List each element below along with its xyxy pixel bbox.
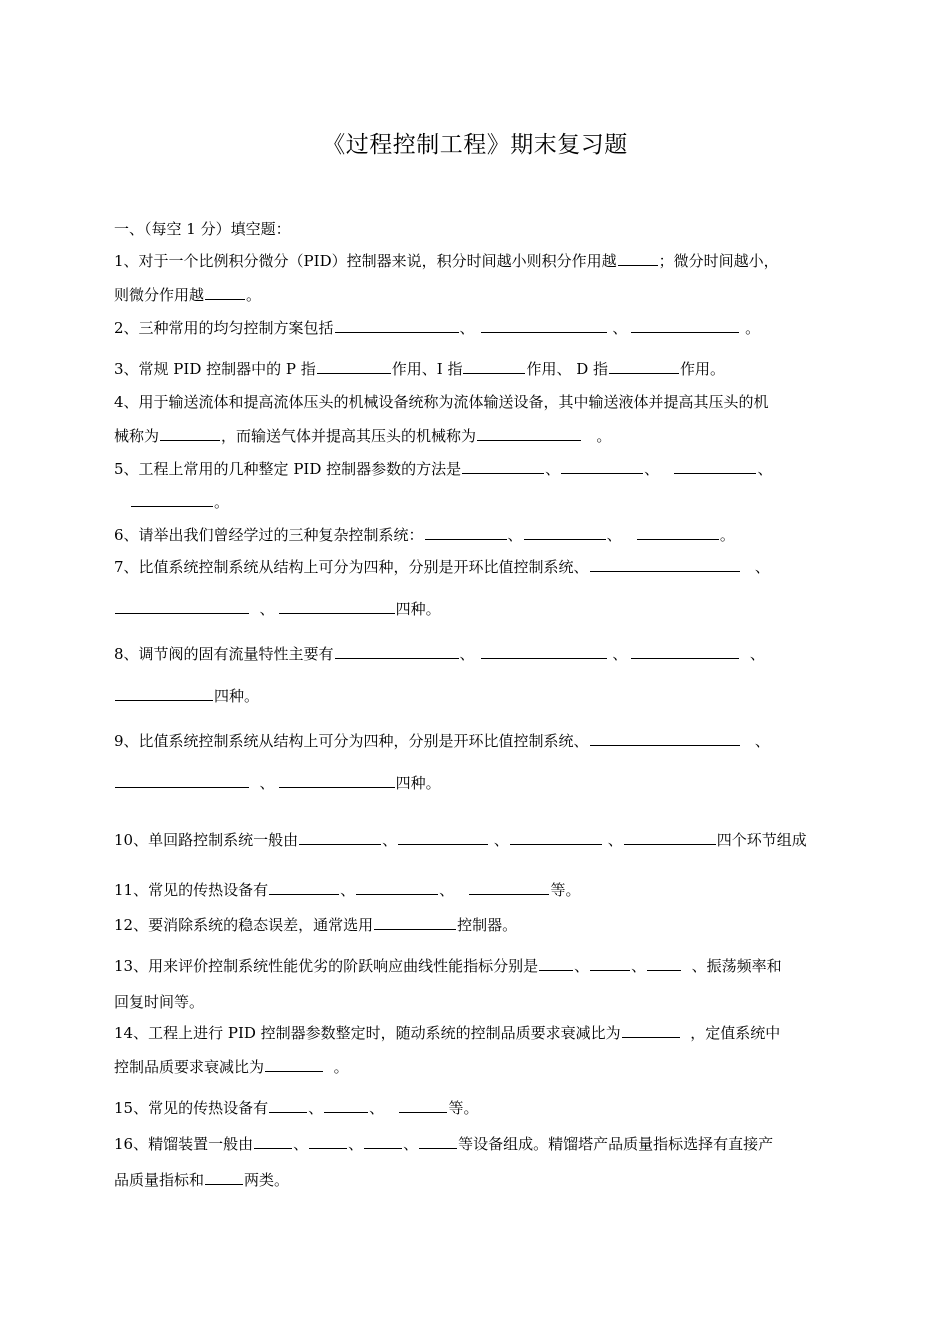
answer-blank[interactable] — [419, 1134, 457, 1149]
answer-blank[interactable] — [205, 1170, 243, 1185]
answer-blank[interactable] — [631, 318, 739, 333]
answer-blank[interactable] — [463, 359, 525, 374]
question-10: 10、单回路控制系统一般由 、 、 、 四个环节组成 — [114, 831, 807, 849]
question-16-line-1: 16、精馏装置一般由 、 、 、 等设备组成。精馏塔产品质量指标选择有直接产 — [114, 1135, 774, 1153]
answer-blank[interactable] — [637, 525, 719, 540]
question-6: 6、请举出我们曾经学过的三种复杂控制系统： 、 、 。 — [114, 526, 735, 544]
answer-blank[interactable] — [622, 1023, 680, 1038]
answer-blank[interactable] — [674, 459, 756, 474]
question-2: 2、三种常用的均匀控制方案包括 、 、 。 — [114, 319, 761, 337]
answer-blank[interactable] — [481, 318, 607, 333]
answer-blank[interactable] — [279, 599, 395, 614]
answer-blank[interactable] — [205, 285, 245, 300]
answer-blank[interactable] — [609, 359, 679, 374]
answer-blank[interactable] — [279, 773, 395, 788]
answer-blank[interactable] — [364, 1134, 402, 1149]
answer-blank[interactable] — [299, 830, 381, 845]
answer-blank[interactable] — [539, 956, 573, 971]
page-title: 《过程控制工程》期末复习题 — [322, 132, 628, 158]
question-1-line-2: 则微分作用越 。 — [114, 286, 262, 304]
question-7-line-2: 、 四种。 — [114, 599, 839, 619]
answer-blank[interactable] — [631, 644, 739, 659]
question-14-line-2: 控制品质要求衰减比为 。 — [114, 1058, 349, 1076]
question-7-line-1: 7、比值系统控制系统从结构上可分为四种，分别是开环比值控制系统、 、 — [114, 558, 770, 576]
question-5-line-2: 。 — [130, 492, 855, 512]
answer-blank[interactable] — [115, 773, 249, 788]
answer-blank[interactable] — [398, 830, 488, 845]
answer-blank[interactable] — [356, 880, 438, 895]
question-4-line-2: 械称为 ，而输送气体并提高其压头的机械称为 。 — [114, 427, 612, 445]
answer-blank[interactable] — [269, 880, 339, 895]
answer-blank[interactable] — [561, 459, 643, 474]
question-12: 12、要消除系统的稳态误差，通常选用 控制器。 — [114, 916, 518, 934]
question-11: 11、常见的传热设备有 、 、 等。 — [114, 881, 581, 899]
question-9-line-2: 、 四种。 — [114, 773, 839, 793]
section-heading: 一、（每空 1 分）填空题： — [114, 220, 291, 238]
answer-blank[interactable] — [399, 1098, 447, 1113]
answer-blank[interactable] — [335, 318, 459, 333]
answer-blank[interactable] — [624, 830, 716, 845]
question-8-line-1: 8、调节阀的固有流量特性主要有 、 、 、 — [114, 645, 765, 663]
answer-blank[interactable] — [115, 599, 249, 614]
answer-blank[interactable] — [324, 1098, 368, 1113]
answer-blank[interactable] — [335, 644, 459, 659]
answer-blank[interactable] — [425, 525, 507, 540]
answer-blank[interactable] — [590, 557, 740, 572]
answer-blank[interactable] — [374, 915, 456, 930]
answer-blank[interactable] — [269, 1098, 307, 1113]
answer-blank[interactable] — [309, 1134, 347, 1149]
answer-blank[interactable] — [481, 644, 607, 659]
answer-blank[interactable] — [115, 686, 213, 701]
answer-blank[interactable] — [590, 956, 630, 971]
question-8-line-2: 四种。 — [114, 686, 839, 706]
answer-blank[interactable] — [647, 956, 681, 971]
answer-blank[interactable] — [254, 1134, 292, 1149]
answer-blank[interactable] — [510, 830, 602, 845]
answer-blank[interactable] — [131, 492, 213, 507]
answer-blank[interactable] — [469, 880, 549, 895]
answer-blank[interactable] — [265, 1057, 323, 1072]
question-1-line-1: 1、对于一个比例积分微分（PID）控制器来说，积分时间越小则积分作用越 ；微分时间越小， — [114, 252, 779, 270]
question-5-line-1: 5、工程上常用的几种整定 PID 控制器参数的方法是 、 、 、 — [114, 460, 773, 478]
answer-blank[interactable] — [160, 426, 220, 441]
answer-blank[interactable] — [618, 251, 658, 266]
question-9-line-1: 9、比值系统控制系统从结构上可分为四种，分别是开环比值控制系统、 、 — [114, 732, 770, 750]
question-4-line-1: 4、用于输送流体和提高流体压头的机械设备统称为流体输送设备，其中输送液体并提高其压头的机 — [114, 393, 769, 411]
question-13-line-2: 回复时间等。 — [114, 993, 205, 1011]
answer-blank[interactable] — [477, 426, 581, 441]
answer-blank[interactable] — [317, 359, 391, 374]
answer-blank[interactable] — [590, 731, 740, 746]
answer-blank[interactable] — [462, 459, 544, 474]
question-16-line-2: 品质量指标和 两类。 — [114, 1171, 290, 1189]
answer-blank[interactable] — [524, 525, 606, 540]
question-13-line-1: 13、用来评价控制系统性能优劣的阶跃响应曲线性能指标分别是 、 、 、振荡频率和 — [114, 957, 782, 975]
question-15: 15、常见的传热设备有 、 、 等。 — [114, 1099, 479, 1117]
question-3: 3、常规 PID 控制器中的 P 指 作用、I 指 作用、 D 指 作用。 — [114, 360, 726, 378]
question-14-line-1: 14、工程上进行 PID 控制器参数整定时，随动系统的控制品质要求衰减比为 ，定值系统中 — [114, 1024, 781, 1042]
